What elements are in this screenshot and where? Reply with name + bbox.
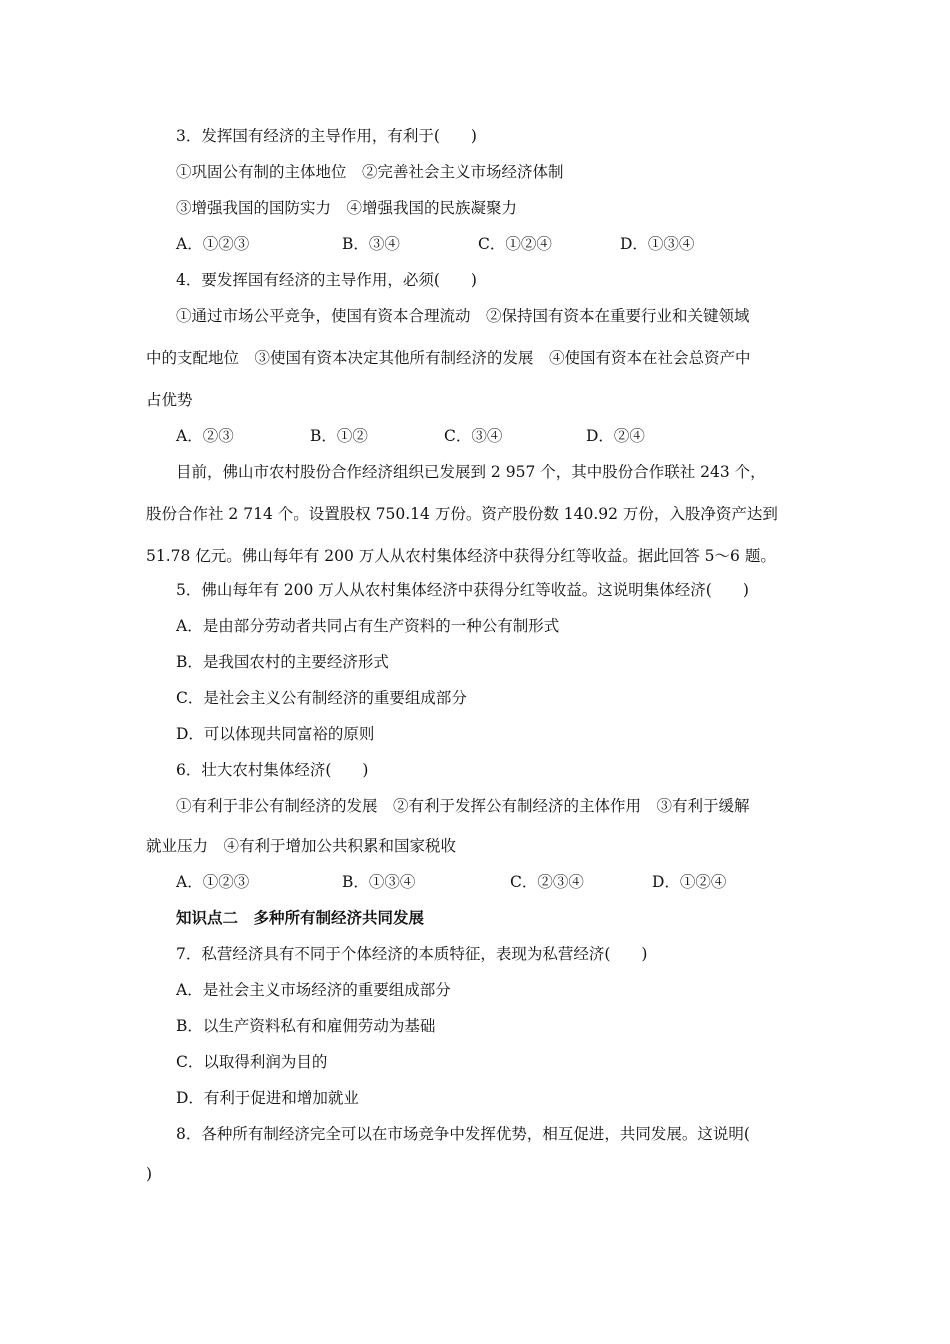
q6-option-c: C．②③④ bbox=[510, 873, 584, 891]
q4-option-a: A．②③ bbox=[176, 427, 234, 445]
q8-stem-continuation: ) bbox=[146, 1165, 153, 1183]
q4-options bbox=[176, 426, 796, 446]
q3-option-d: D．①③④ bbox=[620, 235, 695, 253]
material-line-3: 51.78 亿元。佛山每年有 200 万人从农村集体经济中获得分红等收益。据此回答 5～6 题。 bbox=[146, 547, 776, 565]
q3-items-line-2: ③增强我国的国防实力 ④增强我国的民族凝聚力 bbox=[176, 199, 518, 217]
q6-items-line-1: ①有利于非公有制经济的发展 ②有利于发挥公有制经济的主体作用 ③有利于缓解 bbox=[176, 797, 750, 815]
q3-option-a: A．①②③ bbox=[176, 235, 250, 253]
q7-option-d: D．有利于促进和增加就业 bbox=[176, 1089, 359, 1107]
q4-items-line-1: ①通过市场公平竞争，使国有资本合理流动 ②保持国有资本在重要行业和关键领域 bbox=[176, 307, 750, 325]
q3-option-b: B．③④ bbox=[342, 235, 400, 253]
q7-stem: 7．私营经济具有不同于个体经济的本质特征，表现为私营经济( ) bbox=[176, 945, 648, 963]
q6-option-d: D．①②④ bbox=[652, 873, 727, 891]
q4-option-d: D．②④ bbox=[586, 427, 645, 445]
q4-items-line-2: 中的支配地位 ③使国有资本决定其他所有制经济的发展 ④使国有资本在社会总资产中 bbox=[146, 349, 751, 367]
q4-items-line-3: 占优势 bbox=[146, 391, 193, 409]
q6-options bbox=[176, 872, 796, 892]
q5-option-d: D．可以体现共同富裕的原则 bbox=[176, 725, 375, 743]
q6-stem: 6．壮大农村集体经济( ) bbox=[176, 761, 369, 779]
q6-option-a: A．①②③ bbox=[176, 873, 250, 891]
q4-stem: 4．要发挥国有经济的主导作用，必须( ) bbox=[176, 271, 477, 289]
q3-option-c: C．①②④ bbox=[478, 235, 552, 253]
q4-option-c: C．③④ bbox=[444, 427, 503, 445]
q3-items-line-1: ①巩固公有制的主体地位 ②完善社会主义市场经济体制 bbox=[176, 163, 564, 181]
section-heading: 知识点二 多种所有制经济共同发展 bbox=[176, 908, 425, 927]
material-line-1: 目前，佛山市农村股份合作经济组织已发展到 2 957 个，其中股份合作联社 243 个， bbox=[176, 463, 766, 481]
q3-stem: 3．发挥国有经济的主导作用，有利于( ) bbox=[176, 127, 477, 145]
q3-options bbox=[176, 234, 796, 254]
q4-option-b: B．①② bbox=[310, 427, 368, 445]
q5-option-b: B．是我国农村的主要经济形式 bbox=[176, 653, 389, 671]
q5-option-c: C．是社会主义公有制经济的重要组成部分 bbox=[176, 689, 467, 707]
q6-option-b: B．①③④ bbox=[342, 873, 416, 891]
q6-items-line-2: 就业压力 ④有利于增加公共积累和国家税收 bbox=[146, 837, 457, 855]
q8-stem: 8．各种所有制经济完全可以在市场竞争中发挥优势，相互促进，共同发展。这说明( bbox=[176, 1125, 750, 1143]
q7-option-c: C．以取得利润为目的 bbox=[176, 1053, 328, 1071]
q7-option-a: A．是社会主义市场经济的重要组成部分 bbox=[176, 981, 451, 999]
q7-option-b: B．以生产资料私有和雇佣劳动为基础 bbox=[176, 1017, 436, 1035]
q5-stem: 5．佛山每年有 200 万人从农村集体经济中获得分红等收益。这说明集体经济( ) bbox=[176, 581, 749, 599]
material-line-2: 股份合作社 2 714 个。设置股权 750.14 万份。资产股份数 140.92 万份，入股净资产达到 bbox=[146, 505, 778, 523]
q5-option-a: A．是由部分劳动者共同占有生产资料的一种公有制形式 bbox=[176, 617, 560, 635]
